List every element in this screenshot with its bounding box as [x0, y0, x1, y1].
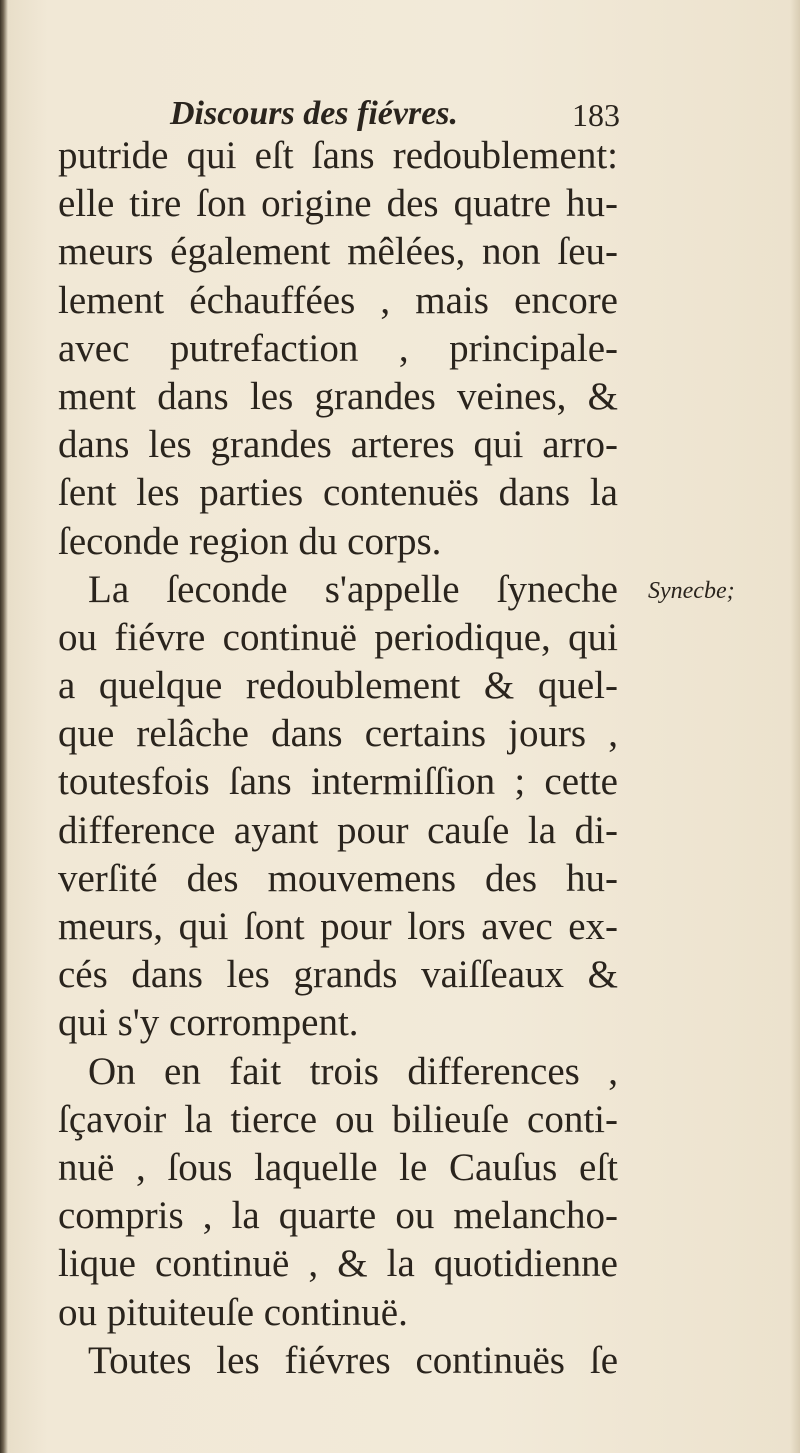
text-line: qui s'y corrompent. — [58, 1001, 359, 1045]
text-line: ſeconde region du corps. — [58, 519, 442, 563]
running-title: Discours des fiévres. — [170, 95, 459, 132]
text-line: ment dans les grandes veines, & — [58, 374, 618, 418]
text-line: Toutes les fiévres continuës ſe — [88, 1338, 618, 1382]
text-line: verſité des mouvemens des hu- — [58, 856, 618, 900]
page-binding-edge — [0, 0, 8, 1453]
text-line: ſent les parties contenuës dans la — [58, 471, 618, 515]
body-text — [58, 132, 618, 1385]
text-line: La ſeconde s'appelle ſyneche — [88, 567, 618, 611]
text-line: lement échauffées , mais encore — [58, 278, 618, 322]
text-line: putride qui eſt ſans redoublement: — [58, 134, 618, 177]
text-line: ou fiévre continuë periodique, qui — [58, 615, 618, 659]
text-line: ou pituiteuſe continuë. — [58, 1290, 408, 1334]
text-line: toutesfois ſans intermiſſion ; cette — [58, 760, 618, 804]
margin-note: Synecbe; — [648, 578, 735, 604]
page-outer-edge — [790, 0, 800, 1453]
text-line: nuë , ſous laquelle le Cauſus eſt — [58, 1145, 618, 1189]
text-line: compris , la quarte ou melancho- — [58, 1194, 618, 1238]
text-line: difference ayant pour cauſe la di- — [58, 808, 618, 852]
text-line: ſçavoir la tierce ou bilieuſe conti- — [58, 1097, 618, 1141]
text-line: cés dans les grands vaiſſeaux & — [58, 953, 618, 997]
text-line: meurs, qui ſont pour lors avec ex- — [58, 905, 618, 948]
text-line: lique continuë , & la quotidienne — [58, 1242, 618, 1286]
text-line: dans les grandes arteres qui arro- — [58, 423, 618, 467]
text-line: On en fait trois differences , — [88, 1049, 618, 1093]
text-line: avec putrefaction , principale- — [58, 326, 618, 370]
text-line: a quelque redoublement & quel- — [58, 664, 618, 708]
text-line: meurs également mêlées, non ſeu- — [58, 230, 618, 274]
text-line: que relâche dans certains jours , — [58, 712, 618, 756]
page-number: 183 — [572, 97, 620, 133]
text-line: elle tire ſon origine des quatre hu- — [58, 182, 618, 226]
